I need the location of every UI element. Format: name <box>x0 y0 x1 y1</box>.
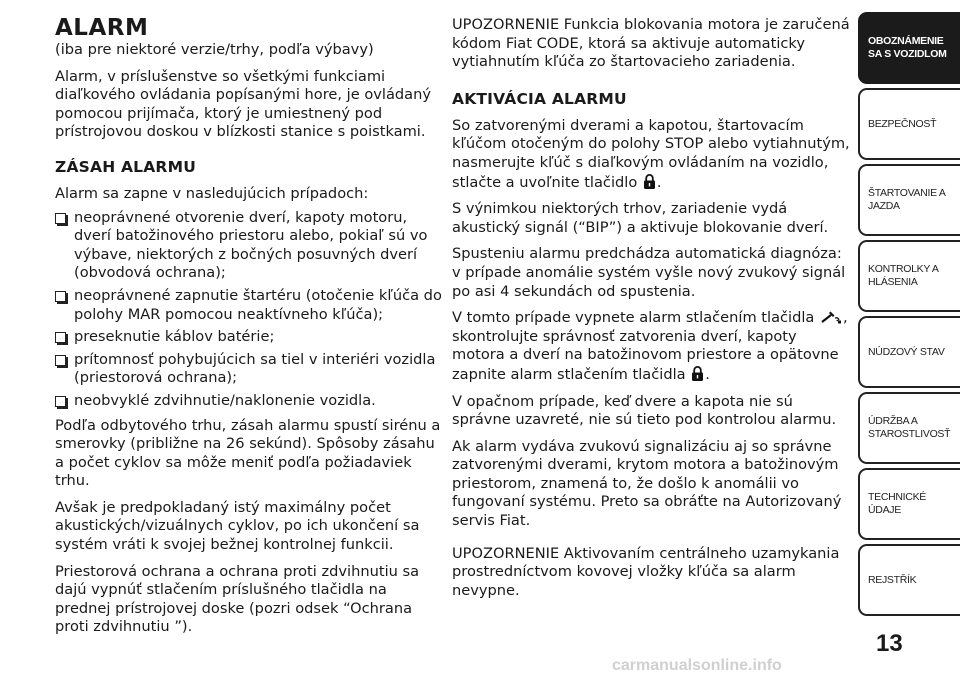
paragraph-cycles: Avšak je predpokladaný istý maximálny počet akustických/vizuálnych cyklov, po ich ukončení sa systém vráti k svojej bežnej kontrolnej funkcii. <box>55 498 420 554</box>
paragraph-protection: Priestorová ochrana a ochrana proti zdvihnutiu sa dajú vypnúť stlačením príslušného tlačidla na prednej prístrojovej doske (pozri odsek “Ochrana proti zdvihnutiu ”). <box>55 562 420 636</box>
paragraph-activation: So zatvorenými dverami a kapotou, štartovacím kľúčom otočeným do polohy STOP alebo vytiahnutým, nasmerujte kľúč s diaľkovým ovládaním na vozidlo, stlačte a uvoľnite tlačidlo . <box>452 116 850 191</box>
tab-startovanie[interactable]: ŠTARTOVANIE A JAZDA <box>858 164 960 236</box>
list-item: neoprávnené otvorenie dverí, kapoty motoru, dverí batožinového priestoru alebo, pokiaľ sú vo výbave, niektorých z bočných posuvných dverí (obvodová ochrana); <box>55 209 443 283</box>
key-unlock-icon <box>820 310 842 324</box>
list-item: neobvyklé zdvihnutie/naklonenie vozidla. <box>55 392 443 411</box>
warning-engine-block: UPOZORNENIE Funkcia blokovania motora je zaručená kódom Fiat CODE, ktorá sa aktivuje automaticky vytiahnutím kľúča zo štartovacieho zariadenia. <box>452 16 850 71</box>
tab-kontrolky[interactable]: KONTROLKY A HLÁSENIA <box>858 240 960 312</box>
tab-rejstrik[interactable]: REJSTŘÍK <box>858 544 960 616</box>
paragraph-diagnosis: Spusteniu alarmu predchádza automatická diagnóza: v prípade anomálie systém vyšle nový zvukový signál po asi 4 sekundách od spustenia. <box>452 245 846 300</box>
tab-nudzovy-stav[interactable]: NÚDZOVÝ STAV <box>858 316 960 388</box>
left-column <box>55 16 443 645</box>
tab-udrzba[interactable]: ÚDRŽBA A STAROSTLIVOSŤ <box>858 392 960 464</box>
padlock-icon <box>643 173 656 190</box>
bullet-box-icon <box>55 291 66 302</box>
paragraph-anomaly: Ak alarm vydáva zvukovú signalizáciu aj so správne zatvorenými dverami, krytom motora a batožinovým priestorom, znamená to, že došlo k anomálii vo fungovaní systému. Preto sa obráťte na Autorizovaný servis Fiat. <box>452 437 842 530</box>
paragraph-not-closed: V opačnom prípade, keď dvere a kapota nie sú správne uzavreté, nie sú tieto pod kontrolou alarmu. <box>452 392 837 429</box>
list-item: neoprávnené zapnutie štartéru (otočenie kľúča do polohy MAR pomocou neaktívneho kľúča); <box>55 287 443 324</box>
page-subtitle: (iba pre niektoré verzie/trhy, podľa výbavy) <box>55 41 374 58</box>
intro-paragraph: Alarm, v príslušenstve so všetkými funkciami diaľkového ovládania popísanými hore, je ovládaný pomocou prijímača, ktorý je umiestnený pod prístrojovou doskou v blízkosti stanice s poistkami. <box>55 67 431 141</box>
list-item: preseknutie káblov batérie; <box>55 328 443 347</box>
section-intro: Alarm sa zapne v nasledujúcich prípadoch: <box>55 184 369 202</box>
tab-technicke-udaje[interactable]: TECHNICKÉ ÚDAJE <box>858 468 960 540</box>
tab-oboznamenie[interactable]: OBOZNÁMENIE SA S VOZIDLOM <box>858 12 960 84</box>
chapter-tabs <box>858 12 960 620</box>
padlock-icon <box>691 365 704 382</box>
bullet-box-icon <box>55 213 66 224</box>
section-title-alarm-trigger: ZÁSAH ALARMU <box>55 157 196 176</box>
warning-central-locking: UPOZORNENIE Aktivovaním centrálneho uzamykania prostredníctvom kovovej vložky kľúča sa alarm nevypne. <box>452 544 840 599</box>
bullet-box-icon <box>55 396 66 407</box>
paragraph-disable: V tomto prípade vypnete alarm stlačením tlačidla , skontrolujte správnosť zatvorenia dverí, kapoty motora a dverí na batožinovom priestore a opätovne zapnite alarm stlačením tlačidla . <box>452 309 848 383</box>
page-title: ALARM <box>55 15 149 41</box>
section-title-alarm-activation: AKTIVÁCIA ALARMU <box>452 89 627 108</box>
trigger-list <box>55 209 443 411</box>
paragraph-siren: Podľa odbytového trhu, zásah alarmu spustí sirénu a smerovky (približne na 26 sekúnd). Spôsoby zásahu a počet cyklov sa môže meniť podľa požiadaviek trhu. <box>55 416 441 490</box>
bullet-box-icon <box>55 332 66 343</box>
tab-bezpecnost[interactable]: BEZPEČNOSŤ <box>858 88 960 160</box>
list-item: prítomnosť pohybujúcich sa tiel v interiéri vozidla (priestorová ochrana); <box>55 351 443 388</box>
paragraph-beep: S výnimkou niektorých trhov, zariadenie vydá akustický signál (“BIP”) a aktivuje blokovanie dverí. <box>452 200 829 236</box>
right-column <box>452 16 850 608</box>
bullet-box-icon <box>55 355 66 366</box>
watermark: carmanualsonline.info <box>612 657 782 674</box>
page-number: 13 <box>876 630 903 657</box>
